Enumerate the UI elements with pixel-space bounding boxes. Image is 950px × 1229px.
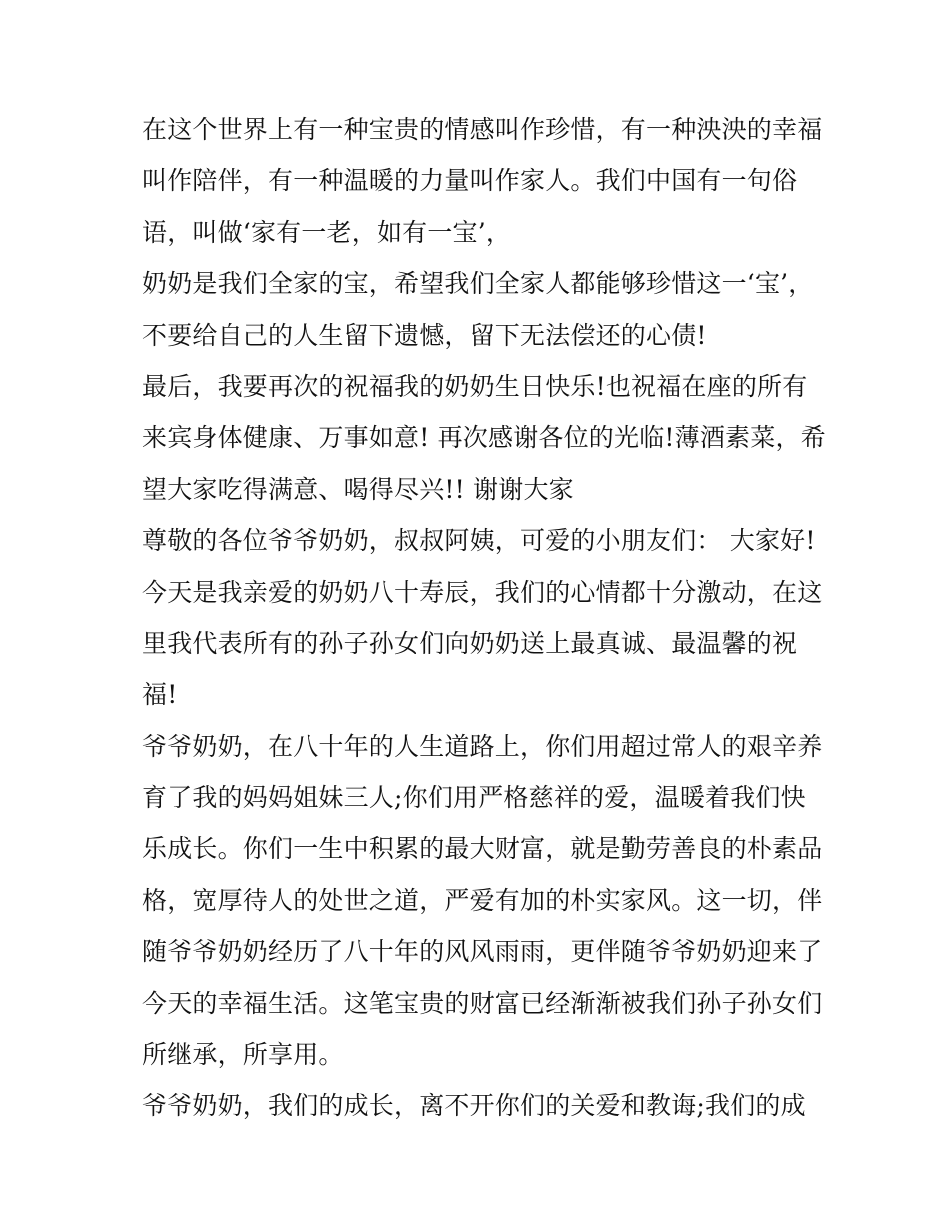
text-line: 语，叫做‘家有一老，如有一宝’，: [142, 217, 512, 247]
text-line: 育了我的妈妈姐妹三人;你们用严格慈祥的爱，温暖着我们快: [142, 783, 806, 813]
text-line: 今天的幸福生活。这笔宝贵的财富已经渐渐被我们孙子孙女们: [142, 988, 823, 1018]
document-body: [142, 104, 826, 1132]
text-line: 不要给自己的人生留下遗憾，留下无法偿还的心债!: [142, 320, 707, 350]
text-line: 福!: [142, 680, 178, 710]
text-line: 最后，我要再次的祝福我的奶奶生日快乐!也祝福在座的所有: [142, 371, 808, 401]
text-line: 今天是我亲爱的奶奶八十寿辰，我们的心情都十分激动，在这: [142, 577, 823, 607]
text-line: 叫作陪伴，有一种温暖的力量叫作家人。我们中国有一句俗: [142, 166, 798, 196]
text-line: 奶奶是我们全家的宝，希望我们全家人都能够珍惜这一‘宝’，: [142, 269, 814, 299]
text-line: 随爷爷奶奶经历了八十年的风风雨雨，更伴随爷爷奶奶迎来了: [142, 937, 823, 967]
text-line: 爷爷奶奶，在八十年的人生道路上，你们用超过常人的艰辛养: [142, 731, 823, 761]
text-line: 尊敬的各位爷爷奶奶，叔叔阿姨，可爱的小朋友们： 大家好!: [142, 526, 816, 556]
text-line: 里我代表所有的孙子孙女们向奶奶送上最真诚、最温馨的祝: [142, 628, 798, 658]
text-line: 在这个世界上有一种宝贵的情感叫作珍惜，有一种泱泱的幸福: [142, 115, 823, 144]
text-line: 来宾身体健康、万事如意! 再次感谢各位的光临!薄酒素菜，希: [142, 423, 826, 453]
text-line: 格，宽厚待人的处世之道，严爱有加的朴实家风。这一切，伴: [142, 885, 823, 915]
text-line: 望大家吃得满意、喝得尽兴!! 谢谢大家: [142, 474, 574, 504]
text-line: 爷爷奶奶，我们的成长，离不开你们的关爱和教诲;我们的成: [142, 1091, 806, 1121]
text-line: 乐成长。你们一生中积累的最大财富，就是勤劳善良的朴素品: [142, 834, 823, 864]
text-line: 所继承，所享用。: [142, 1040, 344, 1070]
